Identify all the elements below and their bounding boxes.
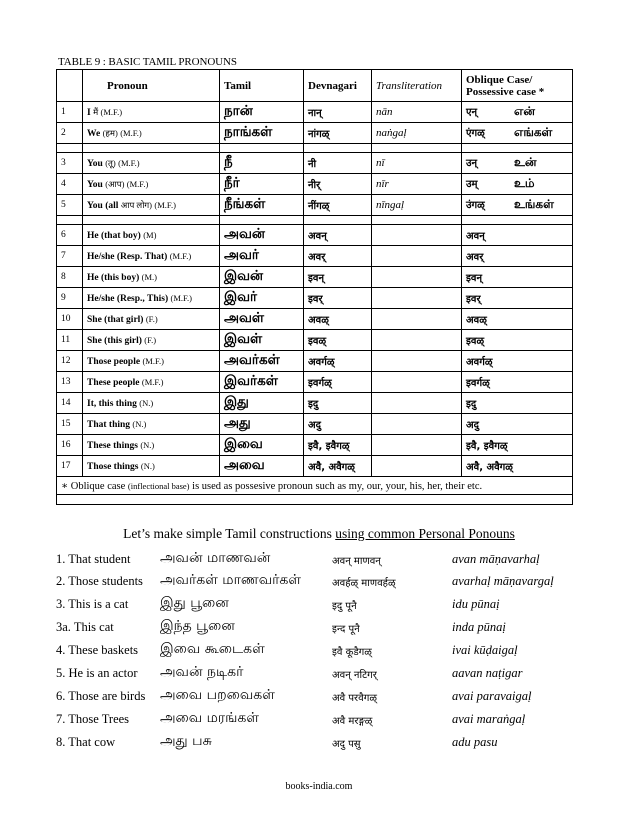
pronoun-gender: (N.) [140, 460, 155, 471]
separator-cell [462, 216, 573, 225]
table-row [57, 195, 573, 216]
example-tamil: இது பூனை [160, 595, 229, 611]
separator-cell [304, 144, 372, 153]
example-english: 1. That student [56, 552, 131, 566]
row-number: 1 [57, 102, 83, 123]
row-number: 8 [57, 267, 83, 288]
row-number: 5 [57, 195, 83, 216]
transliteration-cell [372, 351, 462, 372]
oblique-tamil: உங்கள் [514, 197, 554, 211]
pronoun-cell [83, 309, 220, 330]
tamil-cell: நாங்கள் [220, 123, 304, 144]
pronoun-gender: (M.F.) [126, 178, 149, 189]
devnagari-cell: अवळ् [304, 309, 372, 330]
pronoun-gender: (M.F.) [170, 292, 193, 303]
example-tamil: அவன் நடிகர் [160, 664, 244, 680]
oblique-devnagari: इवर् [466, 294, 481, 305]
pronoun-cell [83, 414, 220, 435]
pronoun-gender: (M.F.) [118, 157, 140, 168]
page-footer: books-india.com [285, 781, 353, 792]
pronoun-gender: (F.) [145, 313, 158, 324]
transliteration-cell [372, 225, 462, 246]
transliteration-cell [372, 267, 462, 288]
example-transliteration: avan māṇavarhaḷ [452, 552, 540, 566]
table-title: TABLE 9 : BASIC TAMIL PRONOUNS [58, 56, 237, 68]
pronoun-gender: (N.) [139, 397, 154, 408]
devnagari-cell: इवळ् [304, 330, 372, 351]
devnagari-cell: इवन् [304, 267, 372, 288]
oblique-cell [462, 414, 573, 435]
example-devnagari: अवन् माणवन् [332, 556, 381, 567]
pronoun-cell [83, 372, 220, 393]
devnagari-cell: अवै, अवैगळ् [304, 456, 372, 477]
oblique-devnagari: इवर्गळ् [466, 378, 490, 389]
tamil-cell: அவர்கள் [220, 351, 304, 372]
pronoun-text: Those things [87, 461, 139, 472]
tamil-cell: அவர் [220, 246, 304, 267]
oblique-devnagari: अवर्गळ् [466, 357, 493, 368]
example-row [56, 641, 616, 663]
oblique-devnagari: इदु [466, 399, 477, 410]
oblique-cell [462, 309, 573, 330]
example-row [56, 550, 616, 572]
tamil-cell: இவன் [220, 267, 304, 288]
tamil-cell: இவை [220, 435, 304, 456]
separator-cell [304, 216, 372, 225]
table-row [57, 351, 573, 372]
pronoun-cell [83, 267, 220, 288]
header-number [57, 70, 83, 102]
transliteration-cell [372, 330, 462, 351]
row-number: 4 [57, 174, 83, 195]
pronoun-gender: (N.) [140, 439, 155, 450]
pronoun-text: That thing [87, 419, 131, 430]
transliteration-cell: naṅgaḷ [372, 123, 462, 144]
devnagari-cell: नींगळ् [304, 195, 372, 216]
transliteration-cell [372, 456, 462, 477]
oblique-cell [462, 456, 573, 477]
pronoun-text: These things [87, 440, 138, 451]
tamil-cell: நீர் [220, 174, 304, 195]
oblique-cell [462, 174, 573, 195]
example-transliteration: avai maraṅgaḷ [452, 712, 526, 726]
transliteration-cell [372, 288, 462, 309]
example-devnagari: इवै कूडैगळ् [332, 647, 372, 658]
oblique-devnagari: उन् [466, 158, 478, 169]
footnote-row [57, 477, 573, 495]
footnote-star: ∗ [61, 480, 69, 492]
row-number: 16 [57, 435, 83, 456]
separator-cell [462, 144, 573, 153]
example-tamil: அவை பறவைகள் [160, 687, 275, 703]
devnagari-cell: इवर् [304, 288, 372, 309]
transliteration-cell: nān [372, 102, 462, 123]
pronoun-text: You (all [87, 200, 119, 211]
example-devnagari: अवै मरङ्गळ् [332, 716, 373, 727]
pronoun-text: It, this thing [87, 398, 137, 409]
pronoun-gender: (F.) [144, 334, 157, 345]
pronoun-gender: (M) [143, 229, 157, 240]
footnote-text-a: Oblique case [70, 480, 126, 492]
pronoun-text: We [87, 128, 101, 139]
table-row [57, 414, 573, 435]
oblique-devnagari: अवन् [466, 231, 485, 242]
oblique-cell [462, 153, 573, 174]
pronoun-text: She (this girl) [87, 335, 142, 346]
oblique-tamil: என் [514, 104, 535, 118]
devnagari-cell: इवर्गळ् [304, 372, 372, 393]
example-devnagari: अवै परवैगळ् [332, 693, 377, 704]
section-heading-underlined: using common Personal Ponouns [335, 526, 515, 541]
tamil-cell: அவன் [220, 225, 304, 246]
example-row [56, 687, 616, 709]
footnote-text-c: is used as possesive pronoun such as my, our, your, his, her, their etc. [192, 480, 483, 492]
pronoun-cell [83, 456, 220, 477]
separator-cell [57, 216, 83, 225]
example-devnagari: अवन् नटिगर् [332, 670, 377, 681]
example-transliteration: aavan naṭigar [452, 666, 523, 680]
pronoun-text: He/she (Resp. That) [87, 251, 168, 262]
oblique-devnagari: अवळ् [466, 315, 487, 326]
table-row [57, 372, 573, 393]
example-english: 3a. This cat [56, 620, 114, 634]
example-row [56, 595, 616, 617]
example-devnagari: इन्द पूनै [332, 624, 360, 635]
table-row [57, 267, 573, 288]
pronoun-table [56, 69, 573, 505]
example-english: 4. These baskets [56, 643, 139, 657]
oblique-tamil: உம் [514, 176, 535, 190]
oblique-devnagari: एन् [466, 107, 478, 118]
oblique-devnagari: इवै, इवैगळ् [466, 441, 508, 452]
devnagari-cell: नीर् [304, 174, 372, 195]
transliteration-cell: nīngaḷ [372, 195, 462, 216]
table-row [57, 123, 573, 144]
table-row [57, 288, 573, 309]
row-number: 12 [57, 351, 83, 372]
oblique-devnagari: उम् [466, 179, 478, 190]
example-transliteration: avarhaḷ māṇavargaḷ [452, 574, 554, 588]
oblique-cell [462, 393, 573, 414]
separator-cell [372, 216, 462, 225]
example-devnagari: इदु पूनै [332, 601, 357, 612]
pronoun-hindi: आप लोग) [120, 199, 153, 210]
transliteration-cell [372, 393, 462, 414]
pronoun-gender: (M.F.) [169, 250, 192, 261]
oblique-cell [462, 102, 573, 123]
table-row [57, 102, 573, 123]
section-heading [0, 526, 638, 542]
pronoun-text: He/she (Resp., This) [87, 293, 169, 304]
pronoun-cell [83, 330, 220, 351]
separator-cell [83, 216, 220, 225]
pronoun-gender: (N.) [132, 418, 147, 429]
pronoun-text: You [87, 179, 103, 190]
oblique-tamil: எங்கள் [514, 125, 553, 139]
example-tamil: இந்த பூனை [160, 618, 235, 634]
pronoun-text: He (this boy) [87, 272, 140, 283]
table-row [57, 174, 573, 195]
separator-cell [220, 144, 304, 153]
tamil-cell: நான் [220, 102, 304, 123]
oblique-devnagari: इवळ् [466, 336, 485, 347]
oblique-devnagari: इवन् [466, 273, 483, 284]
separator-cell [220, 216, 304, 225]
example-tamil: அவர்கள் மாணவர்கள் [160, 572, 302, 588]
pronoun-hindi: (हम) [102, 127, 118, 138]
header-oblique-case: Oblique Case/ Possessive case * [462, 70, 573, 102]
separator-cell [372, 144, 462, 153]
table-row [57, 153, 573, 174]
separator-cell [57, 144, 83, 153]
tamil-cell: நீங்கள் [220, 195, 304, 216]
devnagari-cell: नी [304, 153, 372, 174]
table-row [57, 435, 573, 456]
row-number: 11 [57, 330, 83, 351]
row-number: 13 [57, 372, 83, 393]
table-row [57, 309, 573, 330]
pronoun-cell [83, 288, 220, 309]
pronoun-text: I [87, 107, 91, 118]
example-english: 6. Those are birds [56, 689, 146, 703]
tamil-cell: இவர்கள் [220, 372, 304, 393]
devnagari-cell: अवन् [304, 225, 372, 246]
tamil-cell: நீ [220, 153, 304, 174]
example-transliteration: avai paravaigaḷ [452, 689, 532, 703]
oblique-devnagari: अवर् [466, 252, 484, 263]
separator-row [57, 144, 573, 153]
pronoun-gender: (M.F.) [154, 199, 176, 210]
header-tamil: Tamil [220, 70, 304, 102]
pronoun-text: She (that girl) [87, 314, 144, 325]
row-number: 14 [57, 393, 83, 414]
header-pronoun: Pronoun [83, 70, 220, 102]
tamil-cell: இது [220, 393, 304, 414]
pronoun-hindi: (आप) [105, 178, 125, 189]
transliteration-cell [372, 372, 462, 393]
footnote-cell [57, 477, 573, 495]
header-devnagari: Devnagari [304, 70, 372, 102]
pronoun-text: These people [87, 377, 140, 388]
separator-cell [83, 144, 220, 153]
oblique-cell [462, 330, 573, 351]
oblique-cell [462, 195, 573, 216]
pronoun-text: Those people [87, 356, 141, 367]
header-transliteration: Transliteration [372, 70, 462, 102]
example-row [56, 618, 616, 640]
example-tamil: அவை மரங்கள் [160, 710, 260, 726]
tamil-cell: இவள் [220, 330, 304, 351]
oblique-cell [462, 351, 573, 372]
pronoun-gender: (M.F.) [120, 127, 142, 138]
devnagari-cell: अवर् [304, 246, 372, 267]
example-english: 7. Those Trees [56, 712, 130, 726]
devnagari-cell: नांगळ् [304, 123, 372, 144]
example-row [56, 664, 616, 686]
example-transliteration: inda pūnaị [452, 620, 506, 634]
pronoun-text: He (that boy) [87, 230, 141, 241]
separator-cell [57, 495, 573, 505]
row-number: 10 [57, 309, 83, 330]
oblique-tamil: உன் [514, 155, 537, 169]
devnagari-cell: अदु [304, 414, 372, 435]
row-number: 15 [57, 414, 83, 435]
example-english: 8. That cow [56, 735, 116, 749]
example-tamil: இவை கூடைகள் [160, 641, 265, 657]
example-transliteration: adu pasu [452, 735, 498, 749]
transliteration-cell: nīr [372, 174, 462, 195]
example-english: 5. He is an actor [56, 666, 138, 680]
oblique-cell [462, 123, 573, 144]
example-english: 2. Those students [56, 574, 143, 588]
transliteration-cell [372, 414, 462, 435]
oblique-devnagari: उंगळ् [466, 200, 485, 211]
transliteration-cell [372, 246, 462, 267]
pronoun-cell [83, 225, 220, 246]
transliteration-cell: nī [372, 153, 462, 174]
pronoun-cell [83, 153, 220, 174]
row-number: 17 [57, 456, 83, 477]
row-number: 2 [57, 123, 83, 144]
separator-row [57, 495, 573, 505]
oblique-cell [462, 372, 573, 393]
oblique-devnagari: अदु [466, 420, 479, 431]
example-devnagari: अवर्हळ् माणवर्हळ् [332, 578, 396, 589]
table-row [57, 456, 573, 477]
pronoun-gender: (M.F.) [100, 106, 123, 117]
example-tamil: அவன் மாணவன் [160, 550, 271, 566]
table-header-row [57, 70, 573, 102]
table-row [57, 330, 573, 351]
pronoun-gender: (M.F.) [141, 376, 164, 387]
transliteration-cell [372, 435, 462, 456]
pronoun-gender: (M.) [141, 271, 157, 282]
example-tamil: அது பசு [160, 733, 212, 749]
example-english: 3. This is a cat [56, 597, 129, 611]
pronoun-hindi: (तू) [105, 157, 116, 168]
row-number: 6 [57, 225, 83, 246]
example-transliteration: ivai kūḍaigaḷ [452, 643, 518, 657]
devnagari-cell: इदु [304, 393, 372, 414]
pronoun-cell [83, 351, 220, 372]
pronoun-cell [83, 393, 220, 414]
row-number: 3 [57, 153, 83, 174]
tamil-cell: அது [220, 414, 304, 435]
pronoun-cell [83, 195, 220, 216]
separator-row [57, 216, 573, 225]
row-number: 9 [57, 288, 83, 309]
oblique-cell [462, 225, 573, 246]
tamil-cell: அவை [220, 456, 304, 477]
oblique-cell [462, 246, 573, 267]
transliteration-cell [372, 309, 462, 330]
pronoun-text: You [87, 158, 103, 169]
pronoun-cell [83, 123, 220, 144]
row-number: 7 [57, 246, 83, 267]
oblique-devnagari: अवै, अवैगळ् [466, 462, 513, 473]
footnote-text-b: (inflectional base) [127, 480, 190, 491]
example-row [56, 710, 616, 732]
pronoun-hindi: मैं [93, 106, 99, 117]
example-devnagari: अदु पसु [332, 739, 361, 750]
example-row [56, 572, 616, 594]
pronoun-cell [83, 435, 220, 456]
pronoun-cell [83, 102, 220, 123]
pronoun-cell [83, 246, 220, 267]
section-heading-text: Let’s make simple Tamil constructions [123, 526, 332, 541]
example-row [56, 733, 616, 755]
tamil-cell: இவர் [220, 288, 304, 309]
pronoun-cell [83, 174, 220, 195]
pronoun-gender: (M.F.) [142, 355, 164, 366]
tamil-cell: அவள் [220, 309, 304, 330]
devnagari-cell: इवै, इवैगळ् [304, 435, 372, 456]
devnagari-cell: नान् [304, 102, 372, 123]
devnagari-cell: अवर्गळ् [304, 351, 372, 372]
example-transliteration: idu pūnaị [452, 597, 500, 611]
oblique-cell [462, 267, 573, 288]
table-row [57, 393, 573, 414]
oblique-cell [462, 288, 573, 309]
table-row [57, 246, 573, 267]
table-row [57, 225, 573, 246]
oblique-devnagari: एंगळ् [466, 128, 485, 139]
oblique-cell [462, 435, 573, 456]
